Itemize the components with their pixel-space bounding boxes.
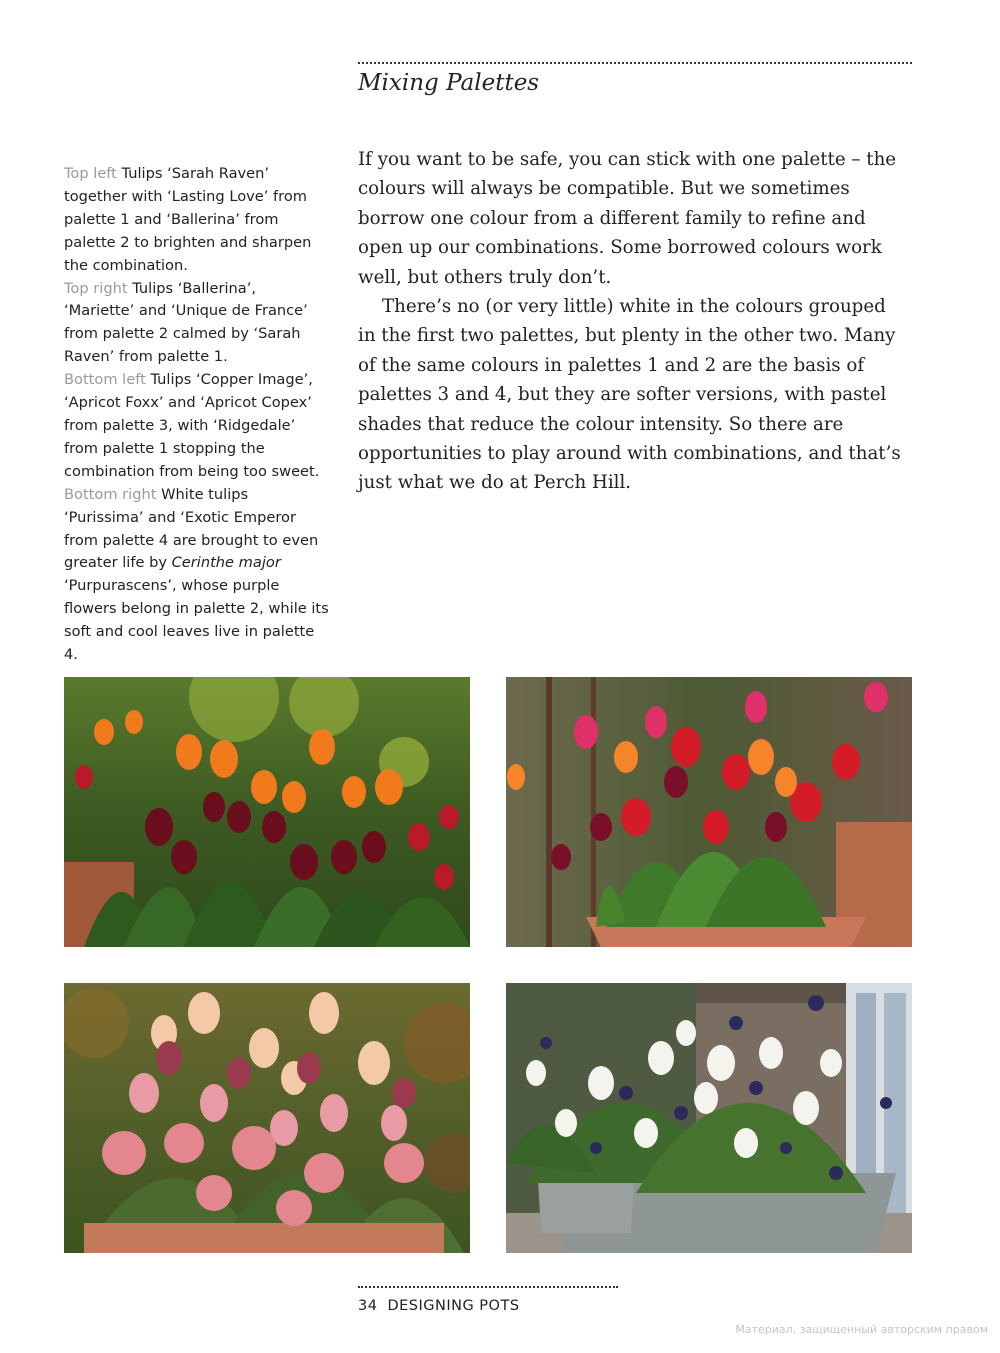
caption-text: Tulips ‘Copper Image’, ‘Apricot Foxx’ and ‘Apricot Copex’ from palette 3, with ‘Ridgedale’ from palette 1 stopping the combination from being too sweet. [64,371,320,480]
top-dotted-rule [358,62,912,64]
caption-top-right [64,278,329,370]
caption-text: ‘Purpurascens’, whose purple flowers belong in palette 2, while its soft and cool leaves live in palette 4. [64,577,329,664]
caption-text: Tulips ‘Ballerina’, ‘Mariette’ and ‘Unique de France’ from palette 2 calmed by ‘Sarah Raven’ from palette 1. [64,279,308,366]
caption-position-label: Top left [64,165,117,182]
section-title: DESIGNING POTS [387,1298,520,1314]
caption-text: Tulips ‘Sarah Raven’ together with ‘Lasting Love’ from palette 1 and ‘Ballerina’ from palette 2 to brighten and sharpen the combination. [64,165,312,274]
body-paragraph-1: If you want to be safe, you can stick with one palette – the colours will always be compatible. But we sometimes borrow one colour from a different family to refine and open up our combinations. Some borrowed colours work well, but others truly don’t. [358,149,897,288]
page-number: 34 [358,1298,378,1314]
caption-bottom-right [64,484,329,667]
photo-captions [64,163,329,667]
caption-position-label: Top right [64,279,128,297]
photo-top-left-tulips [64,677,470,947]
body-text [358,145,908,498]
photo-bottom-left-pastel-tulips [64,983,470,1253]
copyright-watermark: Материал, защищенный авторским правом [735,1323,988,1336]
caption-italic-name: Cerinthe major [171,554,281,572]
caption-position-label: Bottom right [64,485,157,503]
body-paragraph-2: There’s no (or very little) white in the colours grouped in the first two palettes, but plenty in the other two. Many of the same colours in palettes 1 and 2 are the basis of palettes 3 and 4, but they are softer versions, with pastel shades that reduce the colour intensity. So there are opportunities to play around with combinations, and that’s just what we do at Perch Hill. [358,296,901,494]
page-footer [358,1298,530,1314]
caption-position-label: Bottom left [64,371,146,389]
section-heading: Mixing Palettes [358,70,540,96]
photo-bottom-right-white-tulips [506,983,912,1253]
caption-text: White tulips ‘Purissima’ and ‘Exotic Emperor from palette 4 are brought to even greater life by [64,485,319,572]
caption-bottom-left [64,369,329,484]
caption-top-left [64,163,329,278]
footer-dotted-rule [358,1286,618,1288]
photo-top-right-tulips-in-pot [506,677,912,947]
